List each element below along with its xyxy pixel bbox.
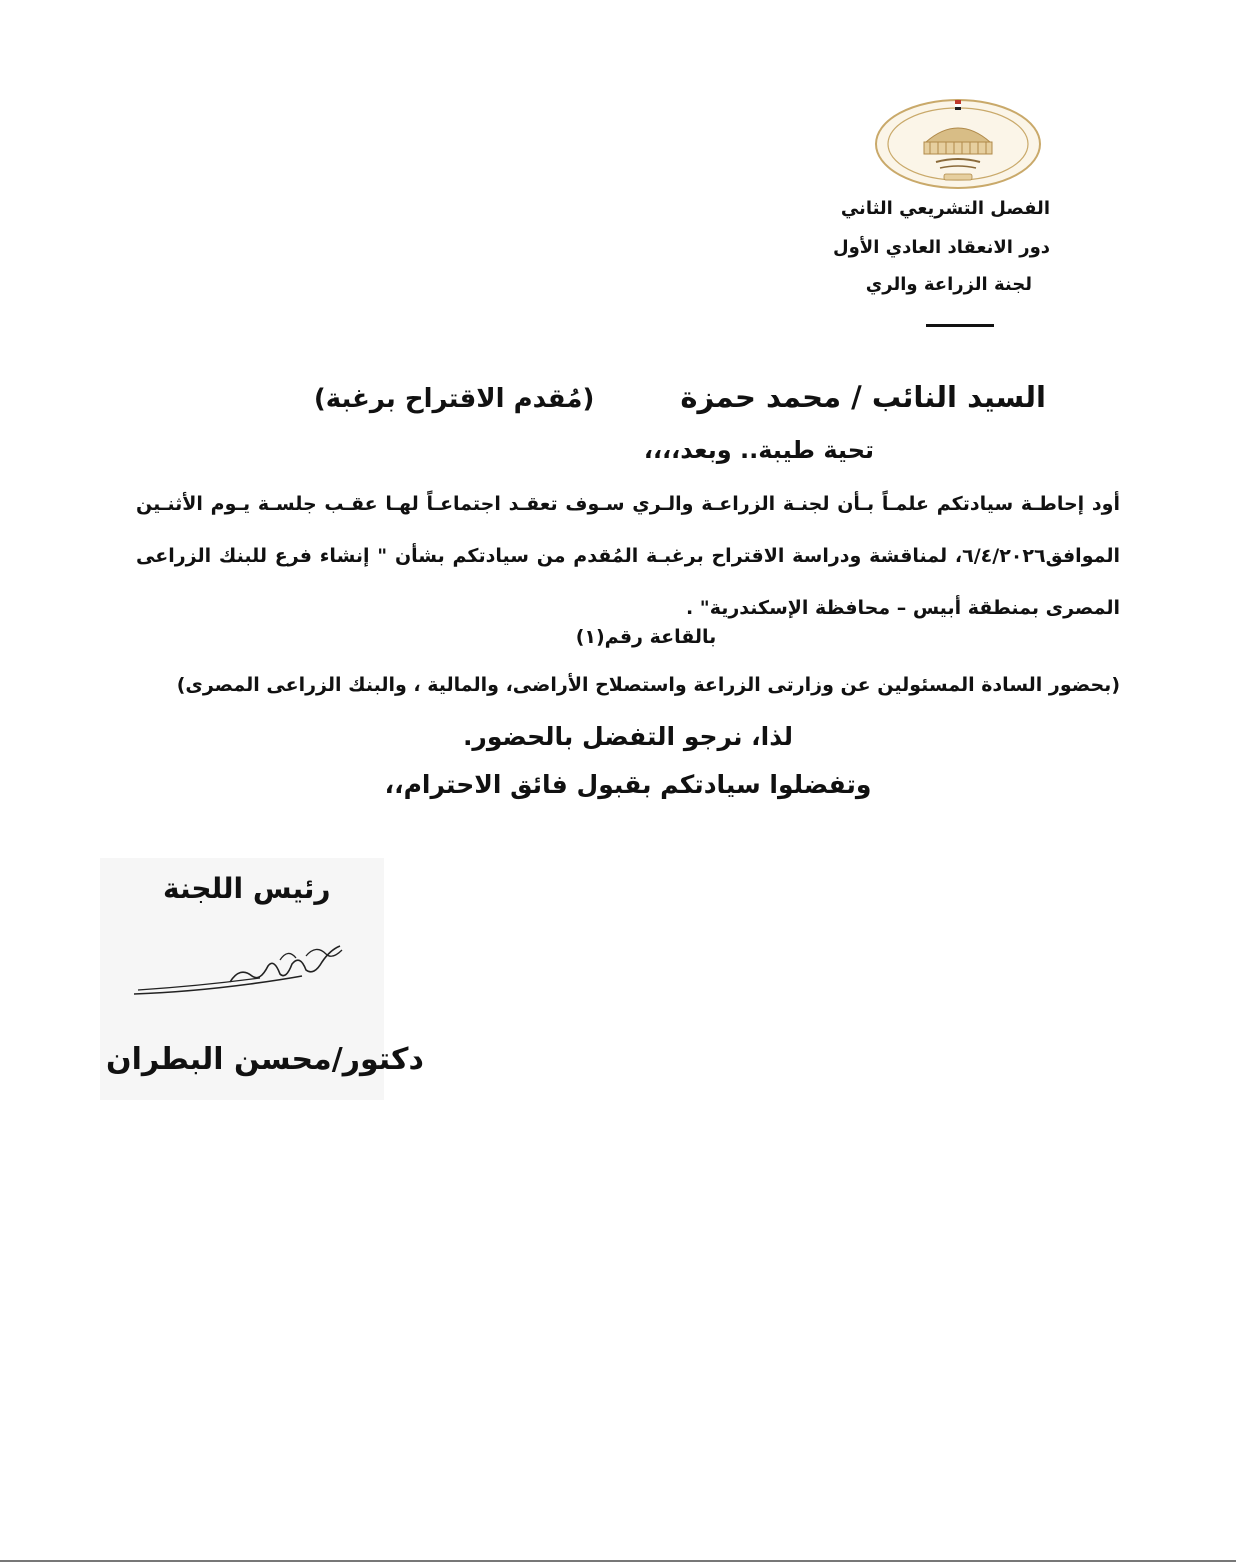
closing-request: لذا، نرجو التفضل بالحضور. (462, 722, 794, 751)
addressee-name: السيد النائب / محمد حمزة (680, 380, 1046, 414)
meeting-hall: بالقاعة رقم(١) (575, 626, 717, 648)
header-divider (926, 324, 994, 327)
addressee-line (314, 380, 1046, 414)
senate-emblem-icon (872, 92, 1044, 192)
attendance-note: (بحضور السادة المسئولين عن وزارتى الزراعة واستصلاح الأراضى، والمالية ، والبنك الزراعى المصرى) (176, 674, 1120, 696)
greeting: تحية طيبة.. وبعد،،،، (643, 436, 874, 464)
addressee-role: (مُقدم الاقتراح برغبة) (313, 384, 595, 414)
closing-regards: وتفضلوا سيادتكم بقبول فائق الاحترام،، (384, 770, 872, 799)
body-paragraph: أود إحاطـة سيادتكم علمـاً بـأن لجنـة الزراعـة والـري سـوف تعقـد اجتماعـاً لهـا عقـب جلسـة يـوم الأثنـين الموافق٦/٤/٢٠٢٦، لمناقشة ودراسة الاقتراح برغبـة المُقدم من سيادتكم بشأن " إنشاء فرع للبنك الزراعى المصرى بمنطقة أبيس – محافظة الإسكندرية" . (136, 493, 1120, 619)
committee-name: لجنة الزراعة والري (865, 274, 1032, 295)
page-bottom-edge (0, 1560, 1236, 1562)
legislative-term: الفصل التشريعي الثاني (840, 198, 1050, 219)
signatory-title: رئيس اللجنة (163, 872, 331, 905)
session-round: دور الانعقاد العادي الأول (833, 237, 1050, 258)
signatory-name: دكتور/محسن البطران (106, 1042, 424, 1077)
handwritten-signature (130, 936, 346, 1006)
